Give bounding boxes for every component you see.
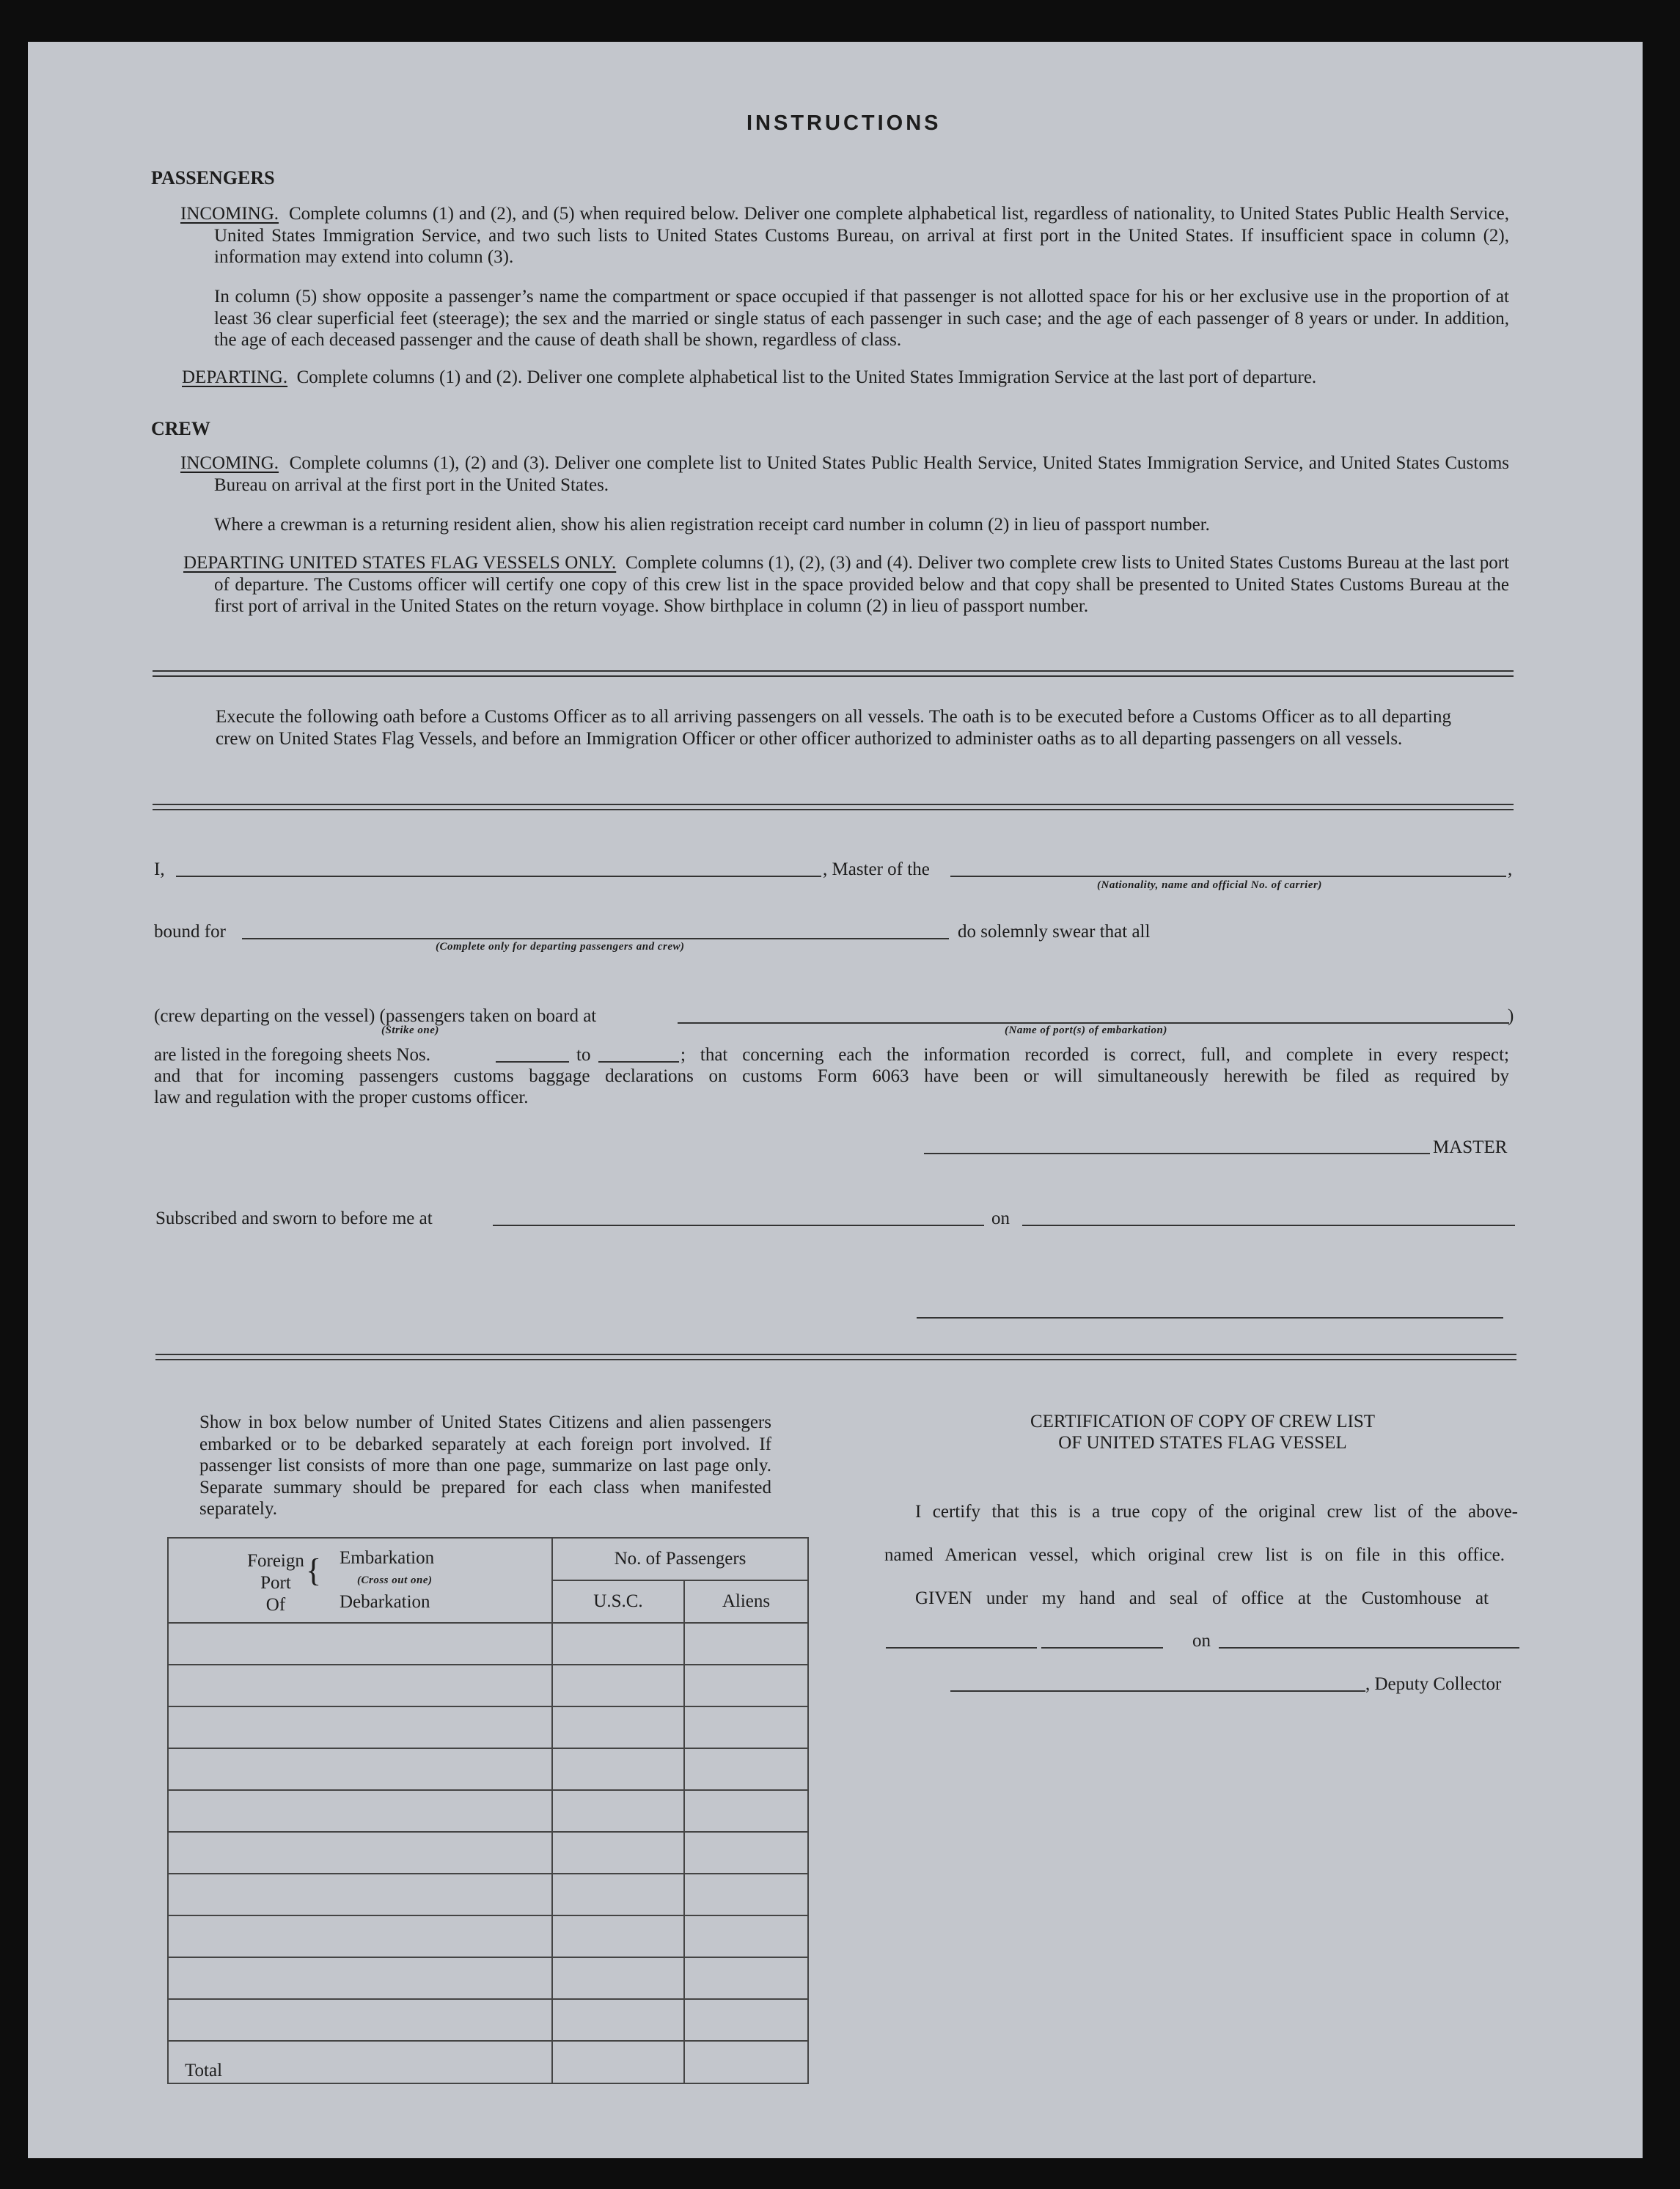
master-of-label: , Master of the xyxy=(823,859,930,879)
embarkation-label: Embarkation xyxy=(340,1548,435,1568)
master-label: MASTER xyxy=(1433,1137,1508,1157)
strike-caption: (Strike one) xyxy=(381,1024,439,1036)
passengers-incoming-lead: INCOMING. xyxy=(180,204,279,224)
usc-cell[interactable] xyxy=(552,1832,684,1874)
subscribed-label: Subscribed and sworn to before me at xyxy=(155,1209,433,1228)
usc-cell[interactable] xyxy=(552,1790,684,1832)
crew-departing-paragraph xyxy=(183,552,1510,617)
port-cell[interactable] xyxy=(168,1999,552,2041)
comma: , xyxy=(1508,859,1513,879)
certification-line-3: GIVEN under my hand and seal of office at the Customhouse at xyxy=(915,1588,1489,1608)
ports-caption: (Name of port(s) of embarkation) xyxy=(1005,1024,1167,1036)
subscribed-date-line[interactable] xyxy=(1022,1225,1515,1226)
bound-for-line[interactable] xyxy=(242,938,949,939)
listed-label: are listed in the foregoing sheets Nos. xyxy=(154,1045,430,1065)
listed-text-d: law and regulation with the proper customs officer. xyxy=(154,1088,529,1107)
port-cell[interactable] xyxy=(168,1706,552,1748)
ports-line[interactable] xyxy=(678,1022,1509,1024)
port-cell[interactable] xyxy=(168,1623,552,1665)
aliens-cell[interactable] xyxy=(684,1874,808,1915)
passengers-incoming-paragraph xyxy=(180,203,1510,268)
certification-title-2: OF UNITED STATES FLAG VESSEL xyxy=(1058,1433,1347,1453)
aliens-cell[interactable] xyxy=(684,1957,808,1999)
crew-heading: CREW xyxy=(151,418,210,439)
of-label: Of xyxy=(265,1595,286,1615)
customhouse-line-2[interactable] xyxy=(1041,1647,1163,1649)
passengers-heading: PASSENGERS xyxy=(151,167,275,188)
crew-incoming-lead: INCOMING. xyxy=(180,453,279,473)
certification-line-2: named American vessel, which original crew list is on file in this office. xyxy=(884,1545,1505,1565)
sheet-from-line[interactable] xyxy=(496,1061,569,1063)
passengers-departing-text: Complete columns (1) and (2). Deliver one complete alphabetical list to the United States Immigration Service at the last port of departure. xyxy=(296,367,1317,387)
certification-date-line[interactable] xyxy=(1219,1647,1519,1649)
usc-cell[interactable] xyxy=(552,1874,684,1915)
no-passengers-header: No. of Passengers xyxy=(552,1538,808,1580)
divider xyxy=(153,804,1514,810)
page-title: INSTRUCTIONS xyxy=(747,111,942,135)
aliens-total-cell[interactable] xyxy=(684,2041,808,2083)
passengers-column5-paragraph: In column (5) show opposite a passenger’s name the compartment or space occupied if that passenger is not allotted space for his or her exclusive use in the proportion of at least 36 clear superficial feet (steerage); the sex and the married or single status of each passenger in such case; and the age of each passenger of 8 years or under. In addition, the age of each deceased passenger and the cause of death shall be shown, regardless of class. xyxy=(214,287,1509,350)
aliens-cell[interactable] xyxy=(684,1665,808,1706)
listed-text-b: ; that concerning each the information recorded is correct, full, and complete in every respect; xyxy=(681,1045,1509,1065)
passengers-incoming-text: Complete columns (1) and (2), and (5) when required below. Deliver one complete alphabetical list, regardless of nationality, to United States Public Health Service, United States Immigration Service, and two such lists to United States Customs Bureau, on arrival at first port in the United States. If insufficient space in column (2), information may extend into column (3). xyxy=(214,204,1510,267)
officer-signature-line[interactable] xyxy=(917,1317,1503,1319)
total-label: Total xyxy=(168,2041,552,2083)
listed-text-c: and that for incoming passengers customs baggage declarations on customs Form 6063 have been or will simultaneously herewith be filed as required by xyxy=(154,1066,1509,1086)
carrier-line[interactable] xyxy=(950,876,1506,877)
aliens-header: Aliens xyxy=(684,1580,808,1623)
aliens-cell[interactable] xyxy=(684,1748,808,1790)
deputy-signature-line[interactable] xyxy=(950,1690,1365,1692)
divider xyxy=(155,1354,1516,1360)
crew-incoming-paragraph xyxy=(180,452,1510,496)
divider xyxy=(153,670,1514,677)
passenger-summary-table xyxy=(167,1537,809,2084)
aliens-cell[interactable] xyxy=(684,1999,808,2041)
sheet-to-line[interactable] xyxy=(598,1061,679,1063)
aliens-cell[interactable] xyxy=(684,1623,808,1665)
solemnly-label: do solemnly swear that all xyxy=(958,922,1151,942)
crew-departing-text: Complete columns (1), (2), (3) and (4). Deliver two complete crew lists to United States Customs Bureau at the last port of departure. The Customs officer will certify one copy of this crew list in the space provided below and that copy shall be presented to United States Customs Bureau at the first port of arrival in the United States on the return voyage. Show birthplace in column (2) in lieu of passport number. xyxy=(214,553,1510,616)
nationality-caption: (Nationality, name and official No. of carrier) xyxy=(1097,879,1322,891)
usc-cell[interactable] xyxy=(552,1748,684,1790)
to-label: to xyxy=(576,1045,591,1065)
complete-caption: (Complete only for departing passengers and crew) xyxy=(436,941,685,953)
usc-cell[interactable] xyxy=(552,1915,684,1957)
port-cell[interactable] xyxy=(168,1790,552,1832)
oath-note-paragraph: Execute the following oath before a Customs Officer as to all arriving passengers on all vessels. The oath is to be executed before a Customs Officer as to all departing crew on United States Flag Vessels, and before an Immigration Officer or other officer authorized to administer oaths as to all departing passengers on all vessels. xyxy=(216,707,1451,749)
aliens-cell[interactable] xyxy=(684,1915,808,1957)
passengers-departing-lead: DEPARTING. xyxy=(182,367,288,387)
deputy-collector-label: , Deputy Collector xyxy=(1365,1674,1502,1694)
crew-resident-paragraph: Where a crewman is a returning resident alien, show his alien registration receipt card number in column (2) in lieu of passport number. xyxy=(214,515,1210,535)
crew-incoming-text: Complete columns (1), (2) and (3). Deliver one complete list to United States Public Health Service, United States Immigration Service, and United States Customs Bureau on arrival at the first port in the United States. xyxy=(214,453,1510,495)
usc-cell[interactable] xyxy=(552,1706,684,1748)
master-name-line[interactable] xyxy=(176,876,821,877)
usc-total-cell[interactable] xyxy=(552,2041,684,2083)
subscribed-place-line[interactable] xyxy=(493,1225,984,1226)
foreign-label: Foreign xyxy=(247,1551,304,1571)
port-cell[interactable] xyxy=(168,1874,552,1915)
certification-on-label: on xyxy=(1192,1631,1211,1651)
crew-departing-lead: DEPARTING UNITED STATES FLAG VESSELS ONLY. xyxy=(183,553,617,573)
port-header-cell xyxy=(168,1538,552,1623)
certification-title-1: CERTIFICATION OF COPY OF CREW LIST xyxy=(1030,1412,1376,1431)
usc-cell[interactable] xyxy=(552,1957,684,1999)
port-cell[interactable] xyxy=(168,1832,552,1874)
debarkation-label: Debarkation xyxy=(340,1592,430,1612)
usc-cell[interactable] xyxy=(552,1623,684,1665)
cross-out-caption: (Cross out one) xyxy=(357,1574,433,1586)
summary-instructions: Show in box below number of United States Citizens and alien passengers embarked or to be debarked separately at each foreign port involved. If passenger list consists of more than one page, summarize on last page only. Separate summary should be prepared for each class when manifested separately. xyxy=(199,1412,771,1519)
port-cell[interactable] xyxy=(168,1915,552,1957)
master-signature-line[interactable] xyxy=(924,1153,1430,1154)
oath-i-label: I, xyxy=(154,859,165,879)
aliens-cell[interactable] xyxy=(684,1706,808,1748)
aliens-cell[interactable] xyxy=(684,1832,808,1874)
port-label: Port xyxy=(260,1573,291,1593)
passengers-departing-paragraph xyxy=(182,367,1509,389)
port-cell[interactable] xyxy=(168,1957,552,1999)
certification-line-1: I certify that this is a true copy of the original crew list of the above- xyxy=(915,1502,1518,1522)
customhouse-line[interactable] xyxy=(886,1647,1037,1649)
bound-for-label: bound for xyxy=(154,922,226,942)
brace-glyph: { xyxy=(306,1552,322,1588)
crew-departing-label: (crew departing on the vessel) (passengers taken on board at xyxy=(154,1006,597,1026)
close-paren: ) xyxy=(1508,1006,1514,1026)
port-cell[interactable] xyxy=(168,1748,552,1790)
usc-header: U.S.C. xyxy=(552,1580,684,1623)
aliens-cell[interactable] xyxy=(684,1790,808,1832)
port-cell[interactable] xyxy=(168,1665,552,1706)
usc-cell[interactable] xyxy=(552,1999,684,2041)
on-label: on xyxy=(991,1209,1010,1228)
usc-cell[interactable] xyxy=(552,1665,684,1706)
